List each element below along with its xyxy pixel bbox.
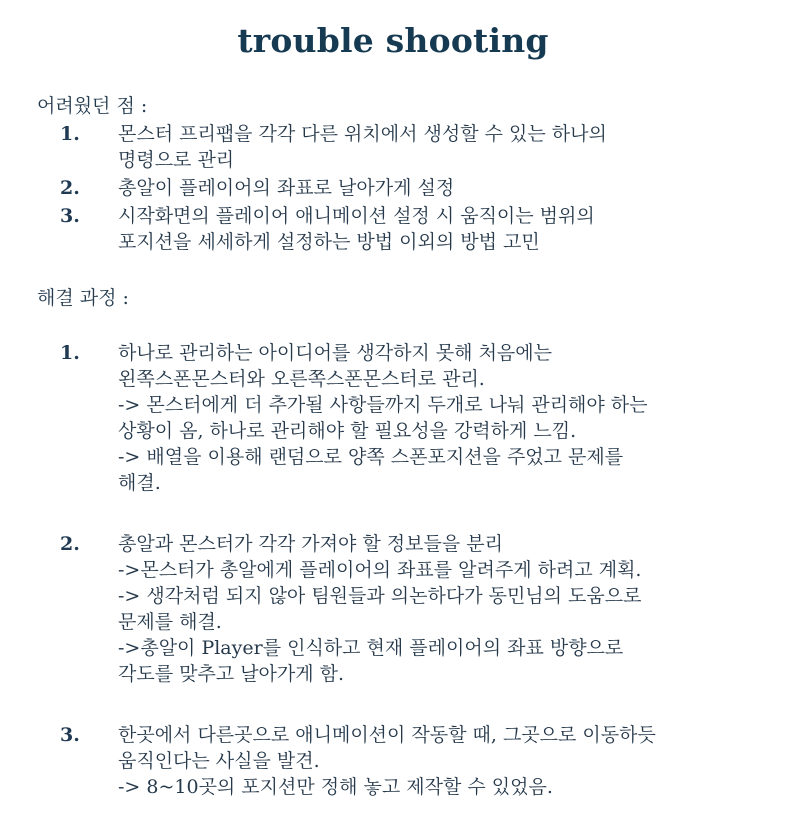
text-line: -> 8~10곳의 포지션만 정해 놓고 제작할 수 있었음. <box>118 776 553 798</box>
difficulty-text-2 <box>118 175 778 201</box>
text-line: 시작화면의 플레이어 애니메이션 설정 시 움직이는 범위의 <box>118 205 595 227</box>
text-line: 포지션을 세세하게 설정하는 방법 이외의 방법 고민 <box>118 231 540 253</box>
solutions-heading: 해결 과정 : <box>37 287 129 309</box>
text-line: 각도를 맞추고 날아가게 함. <box>118 663 345 685</box>
text-line: -> 생각처럼 되지 않아 팀원들과 의논하다가 동민님의 도움으로 <box>118 585 642 607</box>
text-line: 하나로 관리하는 아이디어를 생각하지 못해 처음에는 <box>118 342 552 364</box>
difficulty-text-3 <box>118 203 778 255</box>
solution-number-2: 2. <box>60 533 80 555</box>
solution-text-3 <box>118 722 778 800</box>
text-line: 한곳에서 다른곳으로 애니메이션이 작동할 때, 그곳으로 이동하듯 <box>118 724 656 746</box>
difficulty-text-1 <box>118 121 778 173</box>
text-line: 해결. <box>118 472 161 494</box>
page-title: trouble shooting <box>237 21 549 60</box>
text-line: 문제를 해결. <box>118 611 222 633</box>
solution-text-1 <box>118 340 778 496</box>
text-line: 명령으로 관리 <box>118 149 235 171</box>
solution-number-1: 1. <box>60 342 80 364</box>
solution-number-3: 3. <box>60 724 80 746</box>
difficulty-number-1: 1. <box>60 123 80 145</box>
text-line: -> 배열을 이용해 랜덤으로 양쪽 스폰포지션을 주었고 문제를 <box>118 446 624 468</box>
text-line: 왼쪽스폰몬스터와 오른쪽스폰몬스터로 관리. <box>118 368 485 390</box>
text-line: -> 몬스터에게 더 추가될 사항들까지 두개로 나눠 관리해야 하는 <box>118 394 648 416</box>
solution-text-2 <box>118 531 778 687</box>
text-line: ->총알이 Player를 인식하고 현재 플레이어의 좌표 방향으로 <box>118 637 624 659</box>
text-line: 총알이 플레이어의 좌표로 날아가게 설정 <box>118 177 455 199</box>
text-line: 움직인다는 사실을 발견. <box>118 750 320 772</box>
text-line: 상황이 옴, 하나로 관리해야 할 필요성을 강력하게 느낌. <box>118 420 577 442</box>
text-line: ->몬스터가 총알에게 플레이어의 좌표를 알려주게 하려고 계획. <box>118 559 642 581</box>
text-line: 총알과 몬스터가 각각 가져야 할 정보들을 분리 <box>118 533 503 555</box>
text-line: 몬스터 프리팹을 각각 다른 위치에서 생성할 수 있는 하나의 <box>118 123 607 145</box>
difficulty-number-2: 2. <box>60 177 80 199</box>
difficulty-number-3: 3. <box>60 205 80 227</box>
difficulties-heading: 어려웠던 점 : <box>37 95 148 117</box>
